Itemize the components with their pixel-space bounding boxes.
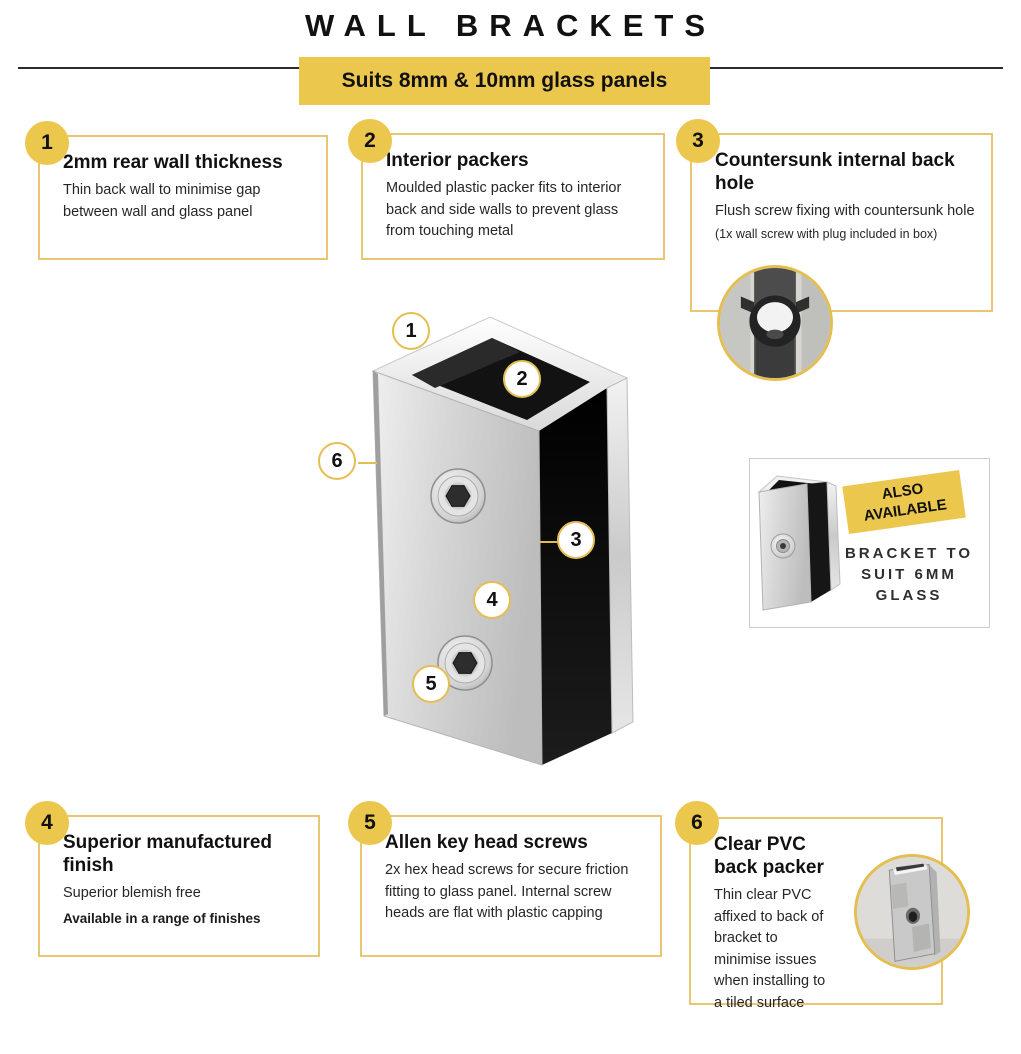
callout-6-body: Thin clear PVC affixed to back of bracket to minimise issues when installing to a tiled surface bbox=[714, 887, 826, 1011]
callout-3-badge: 3 bbox=[676, 119, 720, 163]
callout-4-box bbox=[38, 815, 320, 957]
callout-1-title: 2mm rear wall thickness bbox=[63, 152, 283, 173]
diagram-marker-4: 4 bbox=[473, 581, 511, 619]
diagram-marker-2: 2 bbox=[503, 360, 541, 398]
page-title: WALL BRACKETS bbox=[304, 8, 717, 43]
pvc-back-packer-photo bbox=[854, 854, 970, 970]
callout-5-body: 2x hex head screws for secure friction fitting to glass panel. Internal screw heads are flat with plastic capping bbox=[385, 862, 629, 922]
callout-3-title: Countersunk internal back hole bbox=[715, 150, 955, 195]
callout-1-body: Thin back wall to minimise gap between wall and glass panel bbox=[63, 182, 261, 220]
callout-1-box bbox=[38, 135, 328, 260]
countersunk-hole-photo bbox=[717, 265, 833, 381]
callout-3-note: (1x wall screw with plug included in box) bbox=[715, 226, 938, 241]
marker-6-line bbox=[358, 462, 377, 464]
callout-6-title: Clear PVC back packer bbox=[714, 834, 824, 879]
diagram-marker-3: 3 bbox=[557, 521, 595, 559]
callout-5-box bbox=[360, 815, 662, 957]
callout-6-badge: 6 bbox=[675, 801, 719, 845]
callout-2-box bbox=[361, 133, 665, 260]
callout-4-note: Available in a range of finishes bbox=[63, 910, 261, 926]
also-available-tag: ALSO AVAILABLE bbox=[842, 470, 965, 533]
callout-5-badge: 5 bbox=[348, 801, 392, 845]
callout-5-title: Allen key head screws bbox=[385, 832, 588, 853]
subtitle-banner: Suits 8mm & 10mm glass panels bbox=[299, 57, 710, 105]
diagram-marker-1: 1 bbox=[392, 312, 430, 350]
callout-4-badge: 4 bbox=[25, 801, 69, 845]
also-available-caption: BRACKET TO SUIT 6MM GLASS bbox=[844, 545, 974, 604]
callout-4-title: Superior manufactured finish bbox=[63, 832, 273, 877]
callout-3-body: Flush screw fixing with countersunk hole bbox=[715, 203, 975, 220]
callout-4-body: Superior blemish free bbox=[63, 885, 201, 902]
callout-1-badge: 1 bbox=[25, 121, 69, 165]
pvc-back-packer-illustration bbox=[857, 857, 967, 967]
bracket-illustration bbox=[320, 300, 670, 790]
diagram-marker-6: 6 bbox=[318, 442, 356, 480]
callout-2-body: Moulded plastic packer fits to interior back and side walls to prevent glass from touching metal bbox=[386, 180, 622, 240]
diagram-marker-5: 5 bbox=[412, 665, 450, 703]
callout-2-badge: 2 bbox=[348, 119, 392, 163]
countersunk-hole-illustration bbox=[720, 268, 830, 378]
callout-2-title: Interior packers bbox=[386, 150, 529, 171]
